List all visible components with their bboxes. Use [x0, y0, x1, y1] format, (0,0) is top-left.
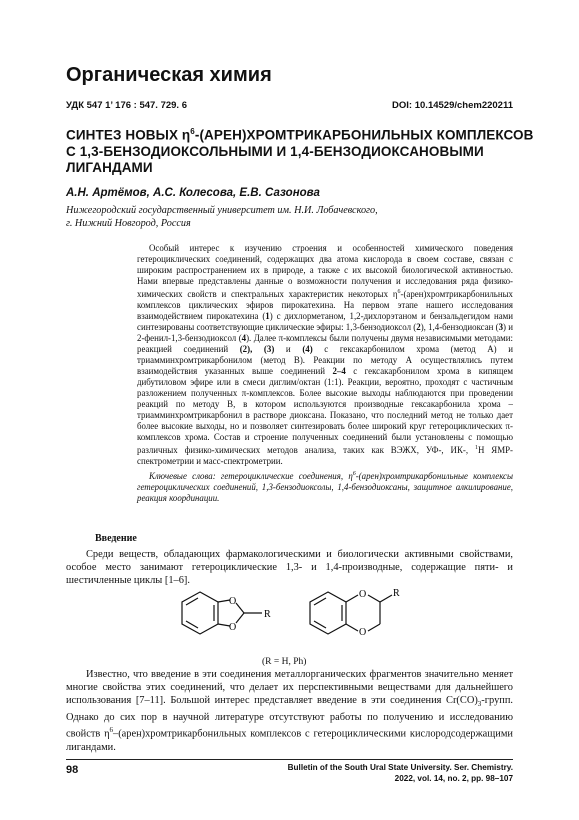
abstract: Особый интерес к изучению строения и особенностей химического поведения гетероциклических соединений, содержащих два атома кислорода в своем составе, связан с широким распространением их в природе, а также с их высокой биологической активностью. Нами впервые представлены данные о возможности получения и исследования ряда физико-химических свойств и спектральных характеристик некоторых $\eta^6-(арен)хромтрикарбонильных$ комплексов циклических эфиров пирокатехина. На первом этапе нашего исследования взаимодействием пирокатехина (1) с дихлорметаном, 1,2-дихлорэтаном и бензальдегидом нами синтезированы соответствующие циклические эфиры: 1,3-бензодиоксол (2), 1,4-бензодиоксан (3) и 2-фенил-1,3-бензодиоксол (4). Далее π-комплексы были получены двумя независимыми методами: реакцией соединений (2), (3) и (4) с гексакарбонилом хрома (метод А) и триамминхромтрикарбонилом (метод В). Реакции по методу А осуществлялись путем взаимодействия указанных выше соединений 2–4 с гексакарбонилом хрома в кипящем дибутиловом эфире или в смеси диглим/октан (1:1). Реакции, вероятно, проходят с частичным разложением полученных π-комплексов. Более высокие выходы наблюдаются при проведении реакций по методу В, в котором используются производные гексакарбонила хрома – триамминхромтрикарбонил в растворе диоксана. Показано, что последний метод не только дает более высокие выходы, но и позволяет синтезировать более широкий круг гетероциклических π-комплексов хрома. Состав и строение полученных соединений были установлены с помощью различных физико-химических методов анализа, таких как ВЭЖХ, УФ-, ИК-, $^1$Н ЯМР-спектрометрии и масс-спектрометрии.: [137, 243, 514, 466]
benzodioxole-structure: [182, 592, 262, 634]
journal-line: Bulletin of the South Ural State University. Ser. Chemistry.: [287, 763, 513, 772]
r-group-label: R: [393, 588, 400, 599]
affiliation-line: Нижегородский государственный университет им. Н.И. Лобачевского,: [66, 205, 378, 216]
body-paragraph: Известно, что введение в эти соединения металлорганических фрагментов значительно меняет многие свойства этих соединений, что делает их перспективными веществами для дальнейшего использования [7–11]. Большой интерес представляет введение в эти соединения $Cr(CO)_3$-групп. Однако до сих пор в научной литературе отсутствуют работы по получению и исследованию свойств $\eta^6-(арен)хромтрикарбонильных$ комплексов с гетероциклическими кислородсодержащими лигандами.: [66, 669, 513, 753]
section-title: Органическая химия: [66, 64, 272, 86]
r-group-label: R: [264, 609, 271, 620]
r-group-note: (R = H, Ph): [262, 657, 307, 667]
keywords: Ключевые слова: гетероциклические соединения, $\eta^6-(арен)хромтрикарбонильные$ комплексы гетероциклических соединений, 1,3-бензодиоксолы, 1,4-бензодиоксаны, защитное алкилирование, реакция координации.: [137, 470, 513, 503]
footer-rule: [66, 759, 513, 760]
body-paragraph: Среди веществ, обладающих фармакологическими и биологически активными свойствами, особое место занимают гетероциклические 1,3- и 1,4-производные, содержащие пяти- и шестичленные циклы [1–6].: [66, 549, 513, 586]
journal-line: 2022, vol. 14, no. 2, pp. 98–107: [394, 774, 513, 783]
chemical-structures: [170, 578, 420, 658]
affiliation: [66, 204, 378, 230]
affiliation-line: г. Нижний Новгород, Россия: [66, 218, 191, 229]
section-heading: Введение: [95, 533, 137, 544]
oxygen-atom-label: O: [359, 589, 367, 600]
article-title: СИНТЕЗ НОВЫХ $\eta^6-(АРЕН)ХРОМТРИКАРБОНИЛЬНЫХ$ КОМПЛЕКСОВ С 1,3-БЕНЗОДИОКСОЛЬНЫМИ И 1,4-БЕНЗОДИОКСАНОВЫМИ ЛИГАНДАМИ: [66, 127, 534, 175]
benzodioxane-structure: [310, 592, 392, 634]
oxygen-atom-label: O: [229, 596, 237, 607]
oxygen-atom-label: O: [229, 622, 237, 633]
page-number: 98: [66, 764, 79, 776]
authors: А.Н. Артёмов, А.С. Колесова, Е.В. Сазонова: [66, 187, 320, 199]
doi[interactable]: DOI: 10.14529/chem220211: [392, 100, 513, 111]
journal-citation: [288, 762, 513, 784]
udc-code: УДК 547 1’ 176 : 547. 729. 6: [66, 100, 187, 111]
structures-svg: [170, 578, 420, 653]
oxygen-atom-label: O: [359, 627, 367, 638]
